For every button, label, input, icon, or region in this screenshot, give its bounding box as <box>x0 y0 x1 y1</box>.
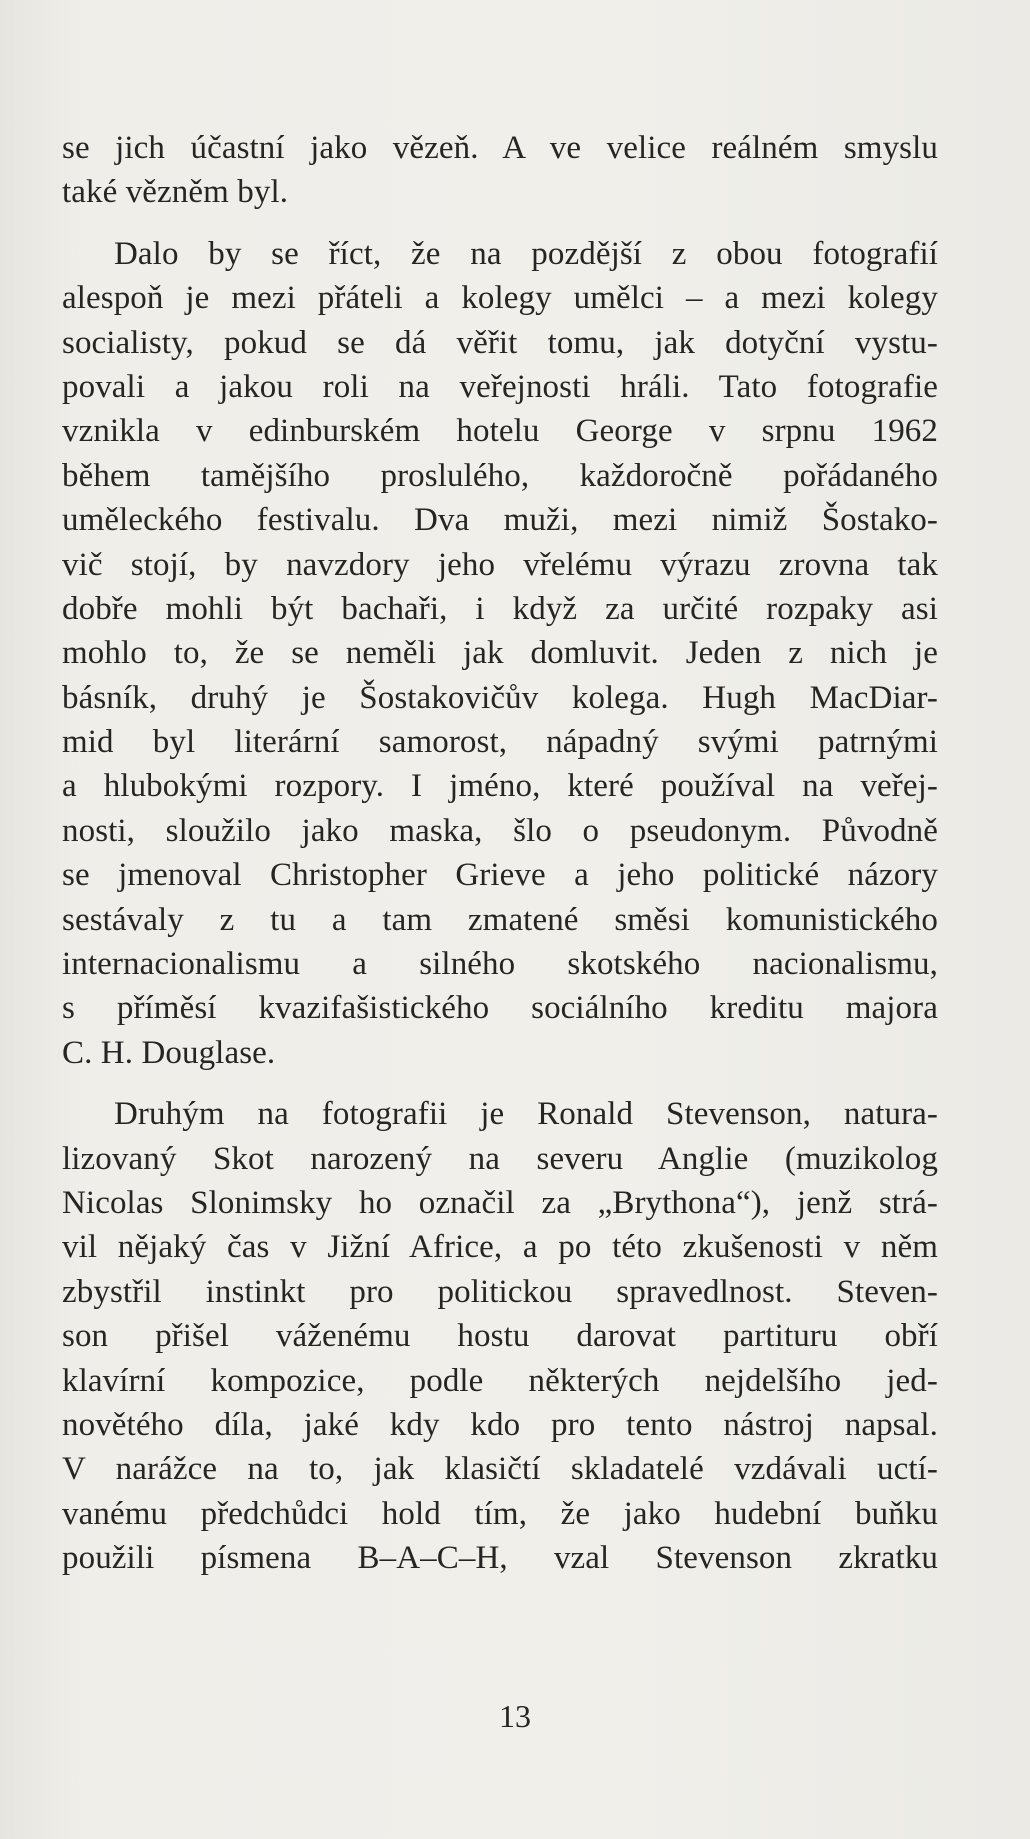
text-line: vil nějaký čas v Jižní Africe, a po této zkušenosti v něm <box>62 1229 938 1266</box>
text-line: použili písmena B–A–C–H, vzal Stevenson zkratku <box>62 1540 938 1577</box>
text-line: klavírní kompozice, podle některých nejdelšího jed- <box>62 1362 938 1399</box>
text-line: Dalo by se říct, že na pozdější z obou fotografií <box>114 235 938 272</box>
body-text <box>62 126 938 1581</box>
text-line: Druhým na fotografii je Ronald Stevenson, natura- <box>114 1096 938 1133</box>
text-line: mohlo to, že se neměli jak domluvit. Jeden z nich je <box>62 635 938 672</box>
text-line: socialisty, pokud se dá věřit tomu, jak dotyční vystu- <box>62 324 938 361</box>
text-line: nosti, sloužilo jako maska, šlo o pseudonym. Původně <box>62 812 938 849</box>
text-line: básník, druhý je Šostakovičův kolega. Hugh MacDiar- <box>62 679 938 716</box>
text-line: uměleckého festivalu. Dva muži, mezi nimiž Šostako- <box>62 502 938 539</box>
text-line: C. H. Douglase. <box>62 1034 276 1071</box>
text-line: Nicolas Slonimsky ho označil za „Brythona“), jenž strá- <box>62 1184 938 1221</box>
text-line: vič stojí, by navzdory jeho vřelému výrazu zrovna tak <box>62 546 938 583</box>
text-line: povali a jakou roli na veřejnosti hráli. Tato fotografie <box>62 368 938 405</box>
text-line: son přišel váženému hostu darovat partituru obří <box>62 1318 938 1355</box>
text-line: zbystřil instinkt pro politickou spravedlnost. Steven- <box>62 1273 938 1310</box>
text-line: dobře mohli být bachaři, i když za určité rozpaky asi <box>62 590 938 627</box>
paragraph-1 <box>62 126 938 215</box>
text-line: vanému předchůdci hold tím, že jako hudební buňku <box>62 1495 938 1532</box>
text-line: sestávaly z tu a tam zmatené směsi komunistického <box>62 901 938 938</box>
text-line: se jich účastní jako vězeň. A ve velice reálném smyslu <box>62 130 938 166</box>
text-line: internacionalismu a silného skotského nacionalismu, <box>62 946 938 983</box>
text-line: a hlubokými rozpory. I jméno, které používal na veřej- <box>62 768 938 805</box>
text-line: alespoň je mezi přáteli a kolegy umělci – a mezi kolegy <box>62 280 938 317</box>
paragraph-2 <box>62 232 938 1075</box>
text-line: se jmenoval Christopher Grieve a jeho politické názory <box>62 857 938 894</box>
text-line: mid byl literární samorost, nápadný svými patrnými <box>62 724 938 761</box>
paragraph-3 <box>62 1092 938 1580</box>
text-line: novětého díla, jaké kdy kdo pro tento nástroj napsal. <box>62 1406 938 1443</box>
text-line: V narážce na to, jak klasičtí skladatelé vzdávali uctí- <box>62 1451 938 1488</box>
page-number: 13 <box>499 1698 531 1734</box>
text-line: také vězněm byl. <box>62 174 289 211</box>
text-line: vznikla v edinburském hotelu George v srpnu 1962 <box>62 413 938 450</box>
text-line: s příměsí kvazifašistického sociálního kreditu majora <box>62 990 938 1027</box>
text-line: lizovaný Skot narozený na severu Anglie (muzikolog <box>62 1140 938 1177</box>
text-line: během tamějšího proslulého, každoročně pořádaného <box>62 457 938 494</box>
